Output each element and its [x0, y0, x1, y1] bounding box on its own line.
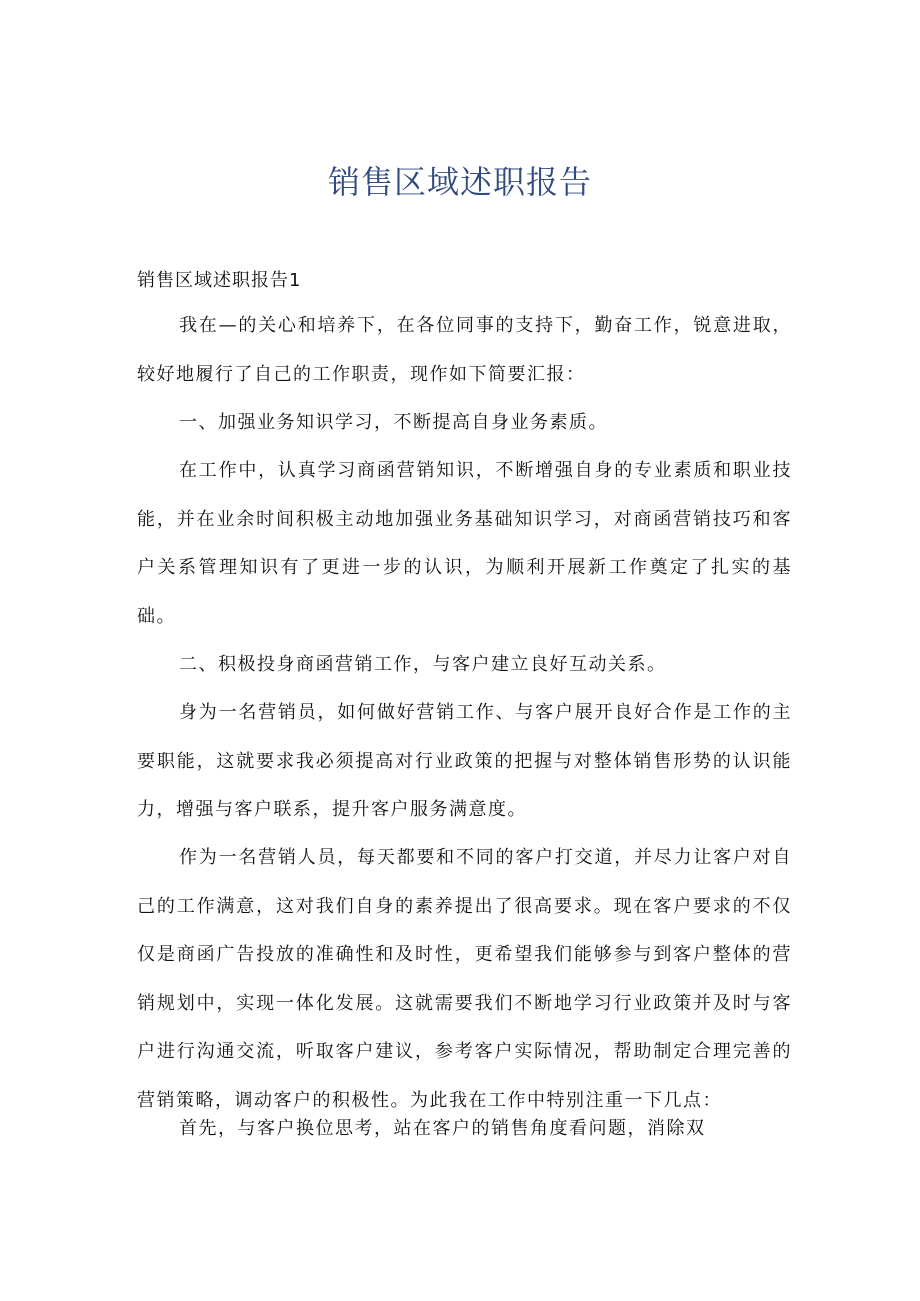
paragraph-intro: 我在—的关心和培养下，在各位同事的支持下，勤奋工作，锐意进取，较好地履行了自己的工作职责，现作如下简要汇报： — [137, 315, 792, 385]
section-heading: 销售区域述职报告1 — [137, 270, 302, 291]
paragraph-heading-two: 二、积极投身商函营销工作，与客户建立良好互动关系。 — [179, 654, 667, 675]
paragraph-study: 在工作中，认真学习商函营销知识，不断增强自身的专业素质和职业技能，并在业余时间积极主动地加强业务基础知识学习，对商函营销技巧和客户关系管理知识有了更进一步的认识，为顺利开展新工作奠定了扎实的基础。 — [137, 460, 792, 627]
paragraph-role: 身为一名营销员，如何做好营销工作、与客户展开良好合作是工作的主要职能，这就要求我必须提高对行业政策的把握与对整体销售形势的认识能力，增强与客户联系，提升客户服务满意度。 — [137, 702, 792, 820]
paragraph-heading-one: 一、加强业务知识学习，不断提高自身业务素质。 — [179, 412, 608, 433]
document-title: 销售区域述职报告 — [327, 163, 592, 201]
paragraph-customer: 作为一名营销人员，每天都要和不同的客户打交道，并尽力让客户对自己的工作满意，这对我们自身的素养提出了很高要求。现在客户要求的不仅仅是商函广告投放的准确性和及时性，更希望我们能够参与到客户整体的营销规划中，实现一体化发展。这就需要我们不断地学习行业政策并及时与客户进行沟通交流，听取客户建议，参考客户实际情况，帮助制定合理完善的营销策略，调动客户的积极性。为此我在工作中特别注重一下几点： — [137, 847, 792, 1111]
paragraph-first: 首先，与客户换位思考，站在客户的销售角度看问题，消除双 — [179, 1118, 706, 1139]
